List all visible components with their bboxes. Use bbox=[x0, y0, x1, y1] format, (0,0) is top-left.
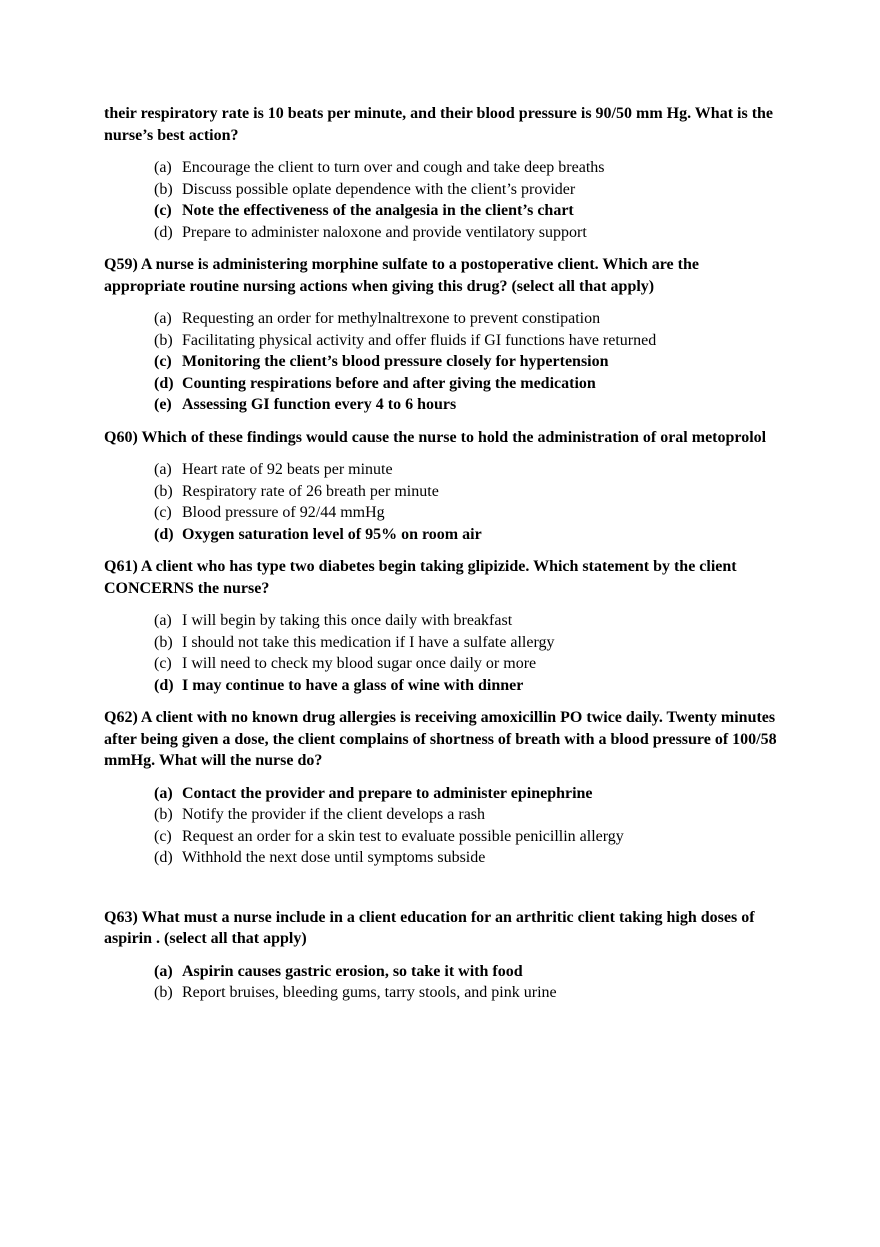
option-row bbox=[154, 157, 780, 179]
option-marker: (a) bbox=[154, 159, 172, 176]
question-heading: Q62) A client with no known drug allergies is receiving amoxicillin PO twice daily. Twenty minutes after being given a dose, the client complains of shortness of breath with a blood pressure of 100/58 mmHg. What will the nurse do? bbox=[104, 709, 777, 769]
option-text: I will begin by taking this once daily with breakfast bbox=[182, 612, 513, 629]
options-list bbox=[104, 308, 780, 416]
option-text: Request an order for a skin test to evaluate possible penicillin allergy bbox=[182, 827, 624, 845]
option-row bbox=[154, 330, 780, 352]
options-list bbox=[104, 459, 780, 545]
options-list bbox=[104, 961, 780, 1004]
question-heading: Q63) What must a nurse include in a client education for an arthritic client taking high doses of aspirin . (select all that apply) bbox=[104, 908, 755, 947]
question-block bbox=[104, 427, 780, 546]
option-row bbox=[154, 826, 780, 848]
option-marker: (a) bbox=[154, 612, 172, 629]
option-marker: (b) bbox=[154, 806, 173, 823]
option-marker: (b) bbox=[154, 331, 173, 349]
option-text: Monitoring the client’s blood pressure closely for hypertension bbox=[182, 353, 609, 370]
option-marker: (b) bbox=[154, 482, 173, 500]
option-row bbox=[154, 524, 780, 546]
option-text: I should not take this medication if I have a sulfate allergy bbox=[182, 633, 555, 651]
option-marker: (a) bbox=[154, 784, 173, 802]
option-text: Blood pressure of 92/44 mmHg bbox=[182, 504, 385, 521]
option-text: Discuss possible oplate dependence with the client’s provider bbox=[182, 180, 576, 198]
option-text: I may continue to have a glass of wine with dinner bbox=[182, 676, 524, 694]
option-marker: (c) bbox=[154, 202, 172, 219]
option-marker: (c) bbox=[154, 655, 172, 672]
option-text: Notify the provider if the client develops a rash bbox=[182, 806, 486, 823]
option-row bbox=[154, 632, 780, 654]
question-block bbox=[104, 103, 780, 243]
document-content bbox=[104, 103, 780, 1004]
option-row bbox=[154, 351, 780, 373]
option-row bbox=[154, 804, 780, 826]
option-text: Requesting an order for methylnaltrexone to prevent constipation bbox=[182, 310, 601, 327]
question-block bbox=[104, 556, 780, 696]
option-marker: (b) bbox=[154, 633, 173, 651]
option-row bbox=[154, 459, 780, 481]
question-heading: their respiratory rate is 10 beats per minute, and their blood pressure is 90/50 mm Hg. What is the nurse’s best action? bbox=[104, 105, 774, 144]
option-row bbox=[154, 394, 780, 416]
option-row bbox=[154, 847, 780, 869]
option-marker: (c) bbox=[154, 827, 172, 845]
option-marker: (d) bbox=[154, 525, 174, 543]
option-text: Assessing GI function every 4 to 6 hours bbox=[182, 396, 457, 413]
option-row bbox=[154, 653, 780, 675]
option-text: Prepare to administer naloxone and provide ventilatory support bbox=[182, 223, 587, 241]
option-marker: (a) bbox=[154, 962, 173, 980]
option-marker: (b) bbox=[154, 984, 173, 1001]
option-marker: (b) bbox=[154, 180, 173, 198]
option-marker: (d) bbox=[154, 676, 174, 694]
option-text: Heart rate of 92 beats per minute bbox=[182, 461, 393, 478]
option-text: I will need to check my blood sugar once daily or more bbox=[182, 655, 537, 672]
options-list bbox=[104, 610, 780, 696]
option-row bbox=[154, 308, 780, 330]
option-row bbox=[154, 961, 780, 983]
option-row bbox=[154, 222, 780, 244]
option-row bbox=[154, 675, 780, 697]
option-row bbox=[154, 200, 780, 222]
option-text: Encourage the client to turn over and cough and take deep breaths bbox=[182, 159, 605, 176]
option-marker: (c) bbox=[154, 353, 172, 370]
question-heading: Q59) A nurse is administering morphine sulfate to a postoperative client. Which are the appropriate routine nursing actions when giving this drug? (select all that apply) bbox=[104, 256, 699, 295]
option-row bbox=[154, 481, 780, 503]
option-row bbox=[154, 373, 780, 395]
option-marker: (e) bbox=[154, 396, 172, 413]
option-text: Oxygen saturation level of 95% on room air bbox=[182, 525, 482, 543]
option-row bbox=[154, 502, 780, 524]
option-marker: (c) bbox=[154, 504, 172, 521]
option-marker: (d) bbox=[154, 223, 173, 241]
option-row bbox=[154, 610, 780, 632]
option-text: Withhold the next dose until symptoms subside bbox=[182, 849, 486, 866]
option-text: Contact the provider and prepare to administer epinephrine bbox=[182, 784, 593, 802]
question-block bbox=[104, 907, 780, 1004]
option-marker: (a) bbox=[154, 461, 172, 478]
option-marker: (d) bbox=[154, 849, 173, 866]
option-text: Aspirin causes gastric erosion, so take it with food bbox=[182, 962, 523, 980]
option-text: Respiratory rate of 26 breath per minute bbox=[182, 482, 439, 500]
option-text: Note the effectiveness of the analgesia in the client’s chart bbox=[182, 202, 574, 219]
option-marker: (d) bbox=[154, 374, 174, 392]
option-text: Report bruises, bleeding gums, tarry stools, and pink urine bbox=[182, 984, 557, 1001]
option-row bbox=[154, 179, 780, 201]
question-heading: Q61) A client who has type two diabetes begin taking glipizide. Which statement by the client CONCERNS the nurse? bbox=[104, 558, 737, 597]
option-row bbox=[154, 783, 780, 805]
option-marker: (a) bbox=[154, 310, 172, 327]
question-block bbox=[104, 254, 780, 416]
option-row bbox=[154, 982, 780, 1004]
options-list bbox=[104, 157, 780, 243]
option-text: Facilitating physical activity and offer fluids if GI functions have returned bbox=[182, 331, 657, 349]
question-heading: Q60) Which of these findings would cause the nurse to hold the administration of oral metoprolol bbox=[104, 428, 767, 446]
options-list bbox=[104, 783, 780, 869]
option-text: Counting respirations before and after giving the medication bbox=[182, 374, 596, 392]
question-block bbox=[104, 707, 780, 869]
